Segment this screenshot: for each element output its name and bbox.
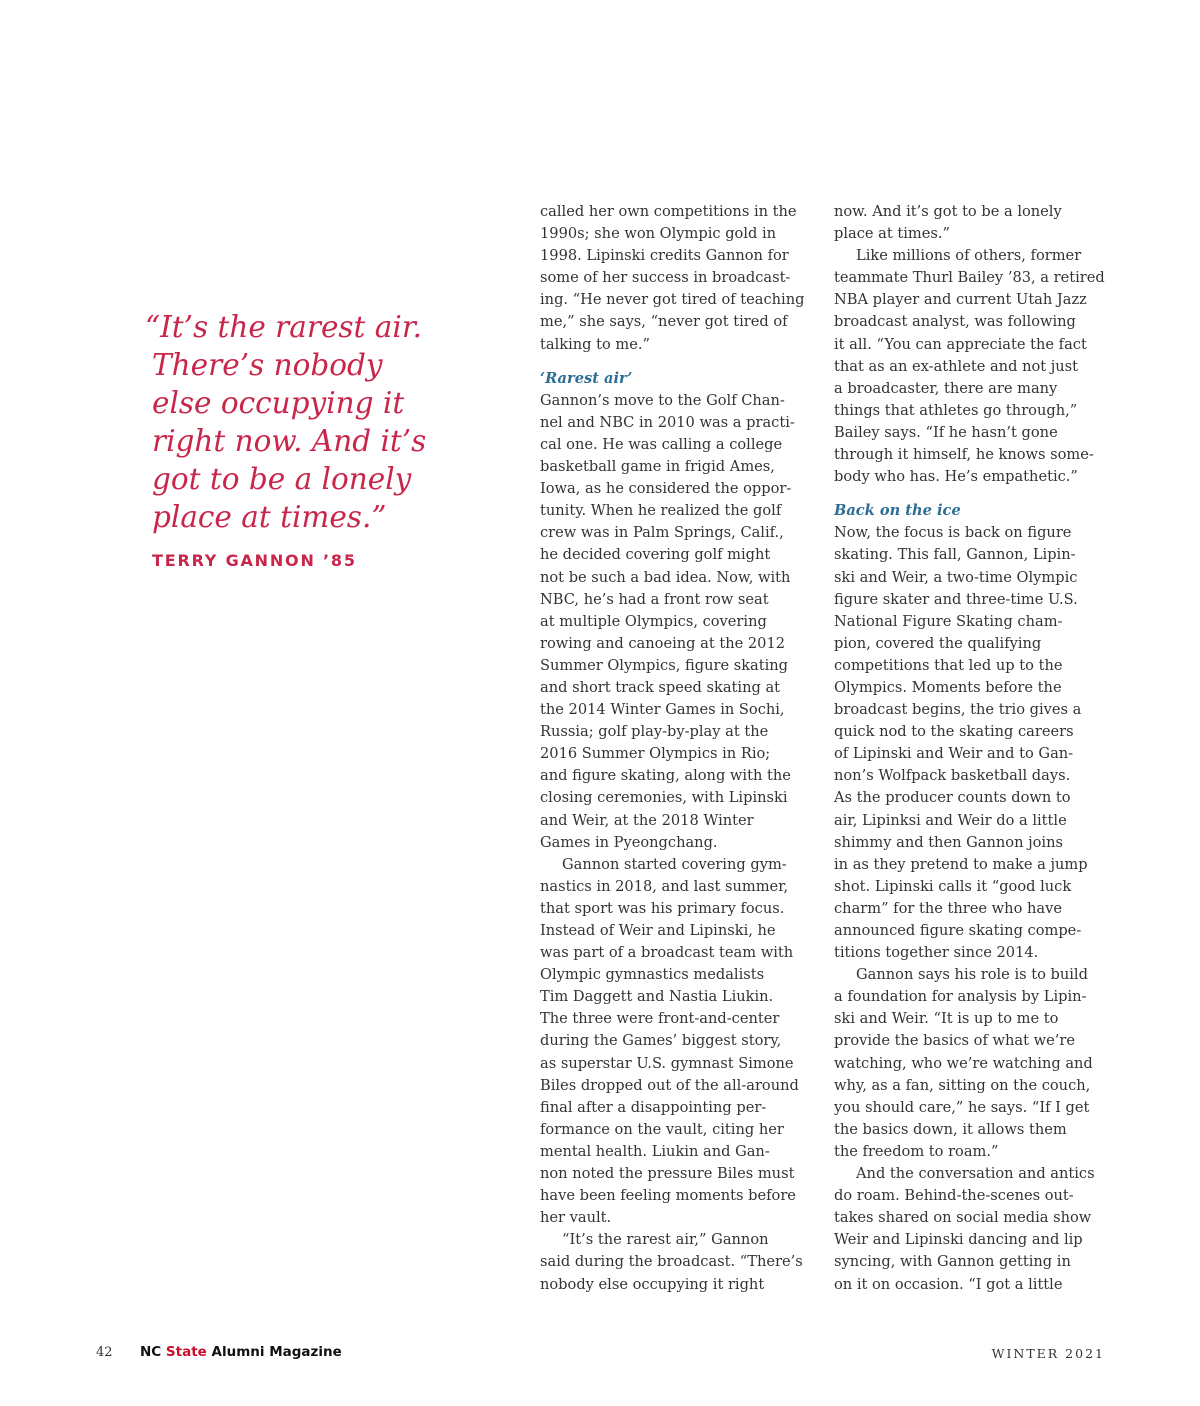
text-line: watching, who we’re watching and — [834, 1054, 1093, 1072]
text-line: now. And it’s got to be a lonely — [834, 203, 1062, 220]
text-line: and figure skating, along with the — [540, 767, 791, 785]
pull-quote — [145, 308, 475, 536]
text-line: Summer Olympics, figure skating — [540, 656, 789, 674]
text-line: that sport was his primary focus. — [540, 899, 785, 917]
text-line: titions together since 2014. — [834, 944, 1039, 962]
text-line: and Weir, at the 2018 Winter — [540, 811, 754, 829]
paragraph — [540, 1229, 812, 1295]
text-line: at multiple Olympics, covering — [540, 612, 767, 630]
text-line: 1998. Lipinski credits Gannon for — [540, 247, 789, 265]
text-line: NBA player and current Utah Jazz — [834, 291, 1087, 309]
text-line: tunity. When he realized the golf — [540, 502, 782, 520]
text-line: and short track speed skating at — [540, 678, 781, 696]
article-column-1 — [540, 201, 812, 1296]
text-line: was part of a broadcast team with — [540, 944, 794, 962]
text-line: Like millions of others, former — [856, 247, 1082, 265]
text-line: why, as a fan, sitting on the couch, — [834, 1076, 1091, 1094]
text-line: final after a disappointing per- — [540, 1098, 767, 1116]
text-line: body who has. He’s empathetic.” — [834, 468, 1078, 486]
text-line: me,” she says, “never got tired of — [540, 313, 788, 331]
text-line: Olympics. Moments before the — [834, 678, 1062, 696]
text-line: as superstar U.S. gymnast Simone — [540, 1054, 794, 1072]
text-line: talking to me.” — [540, 335, 650, 353]
text-line: it all. “You can appreciate the fact — [834, 335, 1087, 353]
pull-quote-line: got to be a lonely — [152, 462, 412, 496]
text-line: Weir and Lipinski dancing and lip — [834, 1231, 1083, 1249]
pull-quote-line: There’s nobody — [152, 348, 383, 382]
pull-quote-line: else occupying it — [152, 386, 405, 420]
text-line: crew was in Palm Springs, Calif., — [540, 524, 784, 542]
text-line: nobody else occupying it right — [540, 1275, 765, 1293]
text-line: quick nod to the skating careers — [834, 723, 1074, 741]
text-line: ski and Weir. “It is up to me to — [834, 1010, 1059, 1028]
text-line: non’s Wolfpack basketball days. — [834, 767, 1071, 785]
text-line: have been feeling moments before — [540, 1187, 796, 1205]
text-line: said during the broadcast. “There’s — [540, 1253, 803, 1271]
text-line: NBC, he’s had a front row seat — [540, 590, 769, 608]
text-line: rowing and canoeing at the 2012 — [540, 634, 786, 652]
text-line: broadcast analyst, was following — [834, 313, 1076, 331]
paragraph — [834, 245, 1106, 488]
text-line: broadcast begins, the trio gives a — [834, 701, 1082, 719]
text-line: nastics in 2018, and last summer, — [540, 877, 789, 895]
text-line: you should care,” he says. “If I get — [834, 1098, 1090, 1116]
text-line: the freedom to roam.” — [834, 1142, 999, 1160]
text-line: And the conversation and antics — [856, 1165, 1095, 1183]
text-line: Bailey says. “If he hasn’t gone — [834, 423, 1058, 441]
text-line: Games in Pyeongchang. — [540, 833, 718, 851]
text-line: do roam. Behind-the-scenes out- — [834, 1187, 1074, 1205]
text-line: syncing, with Gannon getting in — [834, 1253, 1071, 1271]
text-line: Gannon says his role is to build — [856, 966, 1088, 984]
text-line: some of her success in broadcast- — [540, 269, 791, 287]
text-line: Biles dropped out of the all-around — [540, 1076, 799, 1094]
text-line: called her own competitions in the — [540, 203, 797, 220]
text-line: a broadcaster, there are many — [834, 379, 1058, 397]
text-line: figure skater and three-time U.S. — [834, 590, 1078, 608]
text-line: shot. Lipinski calls it “good luck — [834, 877, 1072, 895]
text-line: Iowa, as he considered the oppor- — [540, 480, 792, 498]
magazine-title — [140, 1344, 342, 1360]
text-line: of Lipinski and Weir and to Gan- — [834, 745, 1074, 763]
text-line: nel and NBC in 2010 was a practi- — [540, 413, 795, 431]
text-line: Russia; golf play-by-play at the — [540, 723, 769, 741]
text-line: pion, covered the qualifying — [834, 634, 1042, 652]
magazine-title-state: State — [165, 1344, 207, 1360]
section-subhead: ‘Rarest air’ — [540, 369, 633, 387]
issue-season: WINTER 2021 — [991, 1346, 1105, 1361]
article-column-2 — [834, 201, 1106, 1296]
paragraph — [540, 854, 812, 1230]
text-line: the 2014 Winter Games in Sochi, — [540, 701, 785, 719]
text-line: her vault. — [540, 1209, 612, 1227]
text-line: Instead of Weir and Lipinski, he — [540, 922, 776, 939]
text-line: air, Lipinksi and Weir do a little — [834, 811, 1067, 829]
paragraph — [540, 201, 812, 356]
text-line: Gannon started covering gym- — [562, 855, 787, 873]
paragraph — [834, 1163, 1106, 1296]
text-line: the basics down, it allows them — [834, 1120, 1067, 1138]
paragraph — [834, 201, 1106, 245]
text-line: he decided covering golf might — [540, 546, 771, 564]
text-line: takes shared on social media show — [834, 1209, 1092, 1227]
text-line: cal one. He was calling a college — [540, 435, 783, 453]
text-line: on it on occasion. “I got a little — [834, 1275, 1063, 1293]
text-line: Gannon’s move to the Golf Chan- — [540, 391, 785, 409]
pull-quote-line: place at times.” — [152, 500, 387, 534]
text-line: 2016 Summer Olympics in Rio; — [540, 745, 771, 763]
text-line: Tim Daggett and Nastia Liukin. — [540, 988, 774, 1006]
text-line: formance on the vault, citing her — [540, 1120, 784, 1138]
text-line: non noted the pressure Biles must — [540, 1165, 795, 1183]
text-line: “It’s the rarest air,” Gannon — [562, 1231, 769, 1249]
pull-quote-line: right now. And it’s — [152, 424, 427, 458]
text-line: The three were front-and-center — [540, 1010, 780, 1028]
text-line: announced figure skating compe- — [834, 922, 1082, 939]
text-line: teammate Thurl Bailey ’83, a retired — [834, 269, 1105, 287]
page-number: 42 — [96, 1345, 113, 1360]
text-line: things that athletes go through,” — [834, 401, 1078, 419]
text-line: skating. This fall, Gannon, Lipin- — [834, 546, 1076, 564]
paragraph — [540, 390, 812, 854]
text-line: closing ceremonies, with Lipinski — [540, 789, 788, 807]
text-line: ing. “He never got tired of teaching — [540, 291, 805, 309]
text-line: mental health. Liukin and Gan- — [540, 1142, 770, 1160]
text-line: not be such a bad idea. Now, with — [540, 568, 791, 586]
paragraph — [834, 964, 1106, 1163]
text-line: place at times.” — [834, 225, 950, 243]
text-line: As the producer counts down to — [834, 789, 1071, 807]
text-line: basketball game in frigid Ames, — [540, 458, 775, 476]
text-line: a foundation for analysis by Lipin- — [834, 988, 1087, 1006]
text-line: competitions that led up to the — [834, 656, 1063, 674]
text-line: provide the basics of what we’re — [834, 1032, 1075, 1050]
text-line: that as an ex-athlete and not just — [834, 357, 1079, 375]
pull-quote-attribution: TERRY GANNON ’85 — [152, 551, 357, 570]
text-line: in as they pretend to make a jump — [834, 855, 1088, 873]
text-line: Olympic gymnastics medalists — [540, 966, 765, 984]
text-line: ski and Weir, a two-time Olympic — [834, 568, 1078, 586]
text-line: during the Games’ biggest story, — [540, 1032, 782, 1050]
magazine-title-rest: Alumni Magazine — [211, 1344, 342, 1360]
text-line: through it himself, he knows some- — [834, 446, 1094, 464]
magazine-title-nc: NC — [140, 1344, 162, 1360]
text-line: Now, the focus is back on figure — [834, 524, 1072, 542]
text-line: shimmy and then Gannon joins — [834, 833, 1063, 851]
pull-quote-line: “It’s the rarest air. — [145, 310, 423, 344]
text-line: 1990s; she won Olympic gold in — [540, 225, 777, 243]
text-line: National Figure Skating cham- — [834, 612, 1063, 630]
paragraph — [834, 522, 1106, 964]
text-line: charm” for the three who have — [834, 899, 1062, 917]
section-subhead: Back on the ice — [834, 502, 961, 520]
